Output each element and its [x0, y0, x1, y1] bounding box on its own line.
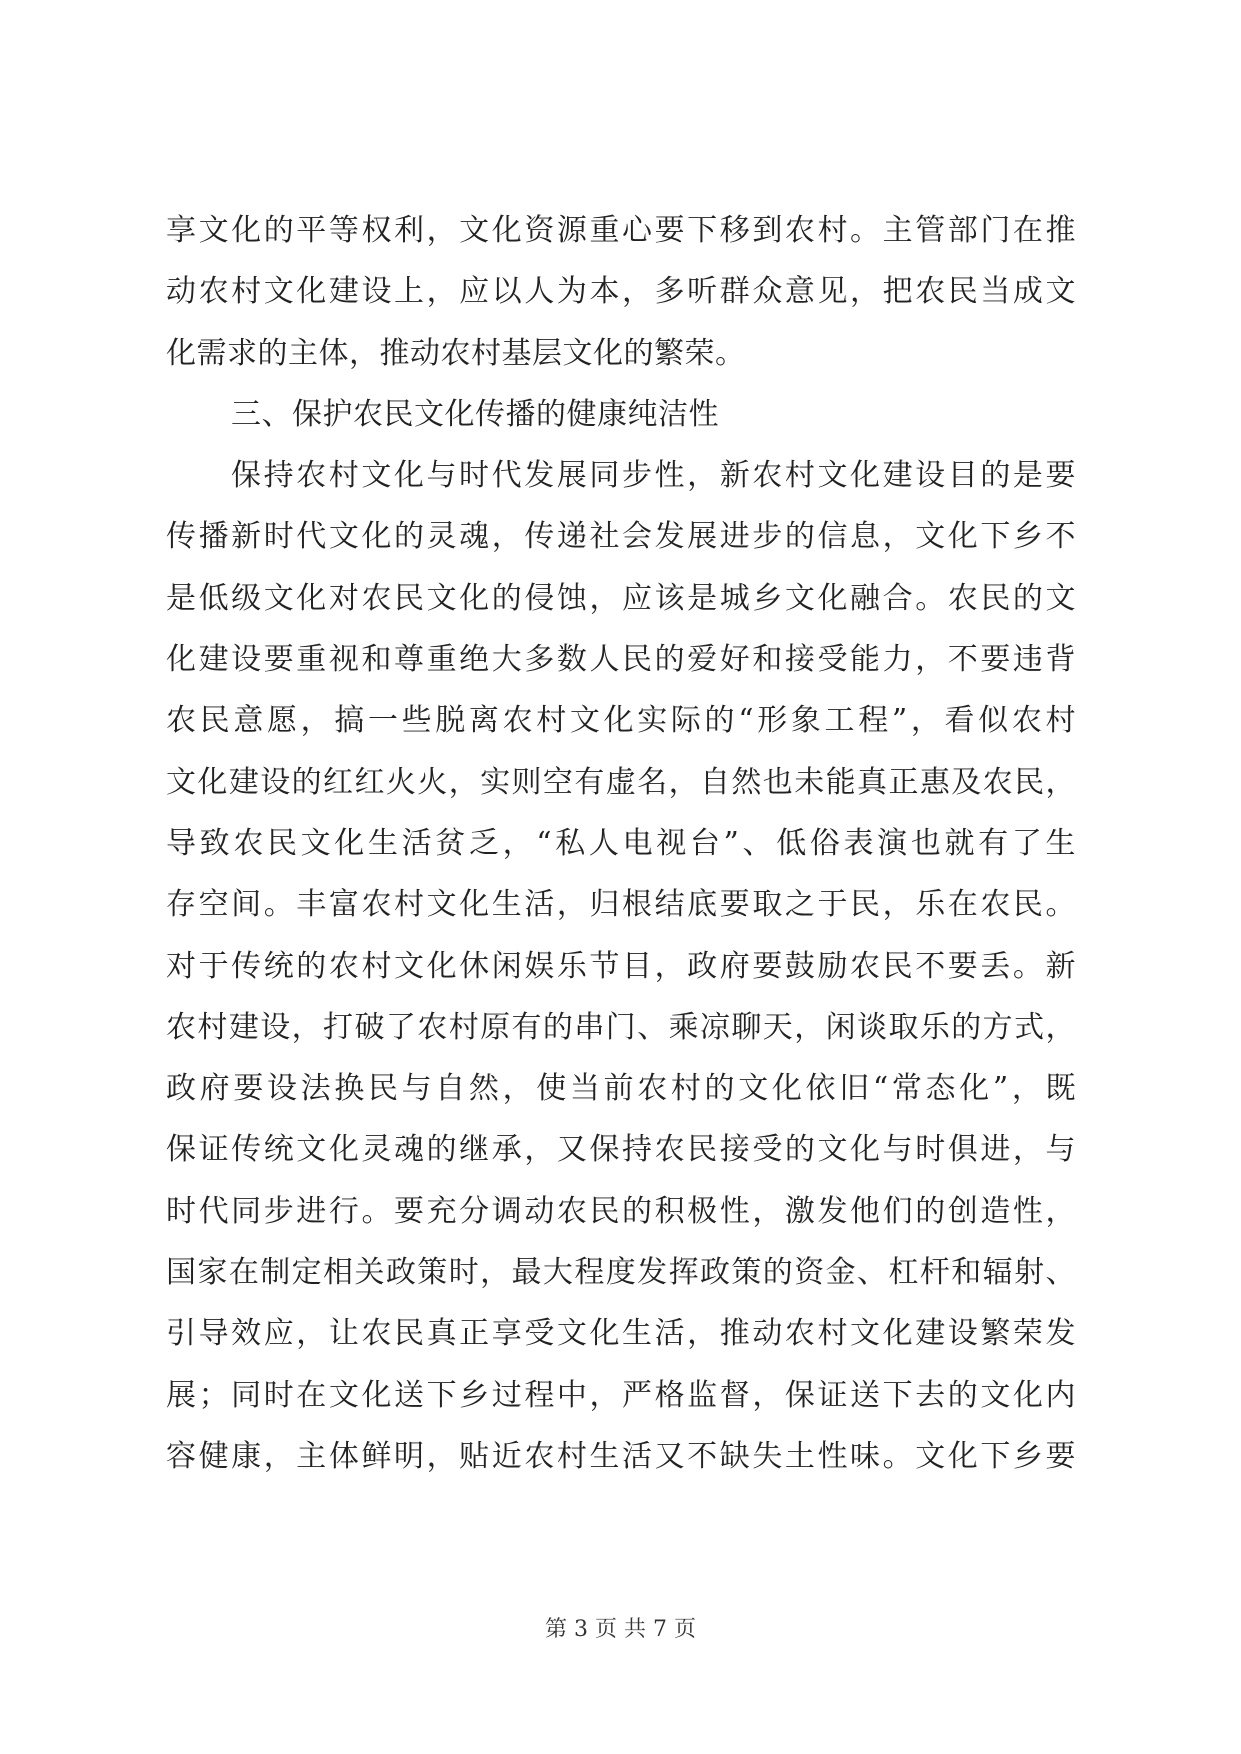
text-line: 存空间。丰富农村文化生活，归根结底要取之于民，乐在农民。: [166, 887, 1076, 923]
text-line: 享文化的平等权利，文化资源重心要下移到农村。主管部门在推: [166, 213, 1076, 248]
text-line: 传播新时代文化的灵魂，传递社会发展进步的信息，文化下乡不: [166, 519, 1076, 555]
text-line: 导致农民文化生活贫乏，“私人电视台”、低俗表演也就有了生: [166, 825, 1076, 861]
text-line: 化需求的主体，推动农村基层文化的繁荣。: [166, 335, 746, 371]
text-line: 保持农村文化与时代发展同步性，新农村文化建设目的是要: [231, 458, 1076, 494]
text-line: 化建设要重视和尊重绝大多数人民的爱好和接受能力，不要违背: [166, 642, 1076, 678]
text-line: 时代同步进行。要充分调动农民的积极性，激发他们的创造性，: [166, 1193, 1076, 1229]
text-line: 是低级文化对农民文化的侵蚀，应该是城乡文化融合。农民的文: [166, 580, 1076, 616]
text-line: 动农村文化建设上，应以人为本，多听群众意见，把农民当成文: [166, 274, 1076, 310]
text-line: 保证传统文化灵魂的继承，又保持农民接受的文化与时俱进，与: [166, 1132, 1076, 1168]
text-line: 展；同时在文化送下乡过程中，严格监督，保证送下去的文化内: [166, 1377, 1076, 1413]
text-line: 农村建设，打破了农村原有的串门、乘凉聊天，闲谈取乐的方式，: [166, 1009, 1076, 1045]
text-line: 农民意愿，搞一些脱离农村文化实际的“形象工程”，看似农村: [166, 703, 1076, 739]
document-body: [166, 200, 1076, 1487]
text-line: 容健康，主体鲜明，贴近农村生活又不缺失土性味。文化下乡要: [166, 1438, 1076, 1474]
text-line: 文化建设的红红火火，实则空有虚名，自然也未能真正惠及农民，: [166, 764, 1076, 800]
text-line: 引导效应，让农民真正享受文化生活，推动农村文化建设繁荣发: [166, 1316, 1076, 1352]
text-line: 国家在制定相关政策时，最大程度发挥政策的资金、杠杆和辐射、: [166, 1255, 1076, 1291]
text-line: 三、保护农民文化传播的健康纯洁性: [231, 396, 719, 432]
text-line: 政府要设法换民与自然，使当前农村的文化依旧“常态化”，既: [166, 1071, 1076, 1107]
page-number-footer: 第 3 页 共 7 页: [545, 1617, 696, 1642]
text-line: 对于传统的农村文化休闲娱乐节目，政府要鼓励农民不要丢。新: [166, 948, 1076, 984]
